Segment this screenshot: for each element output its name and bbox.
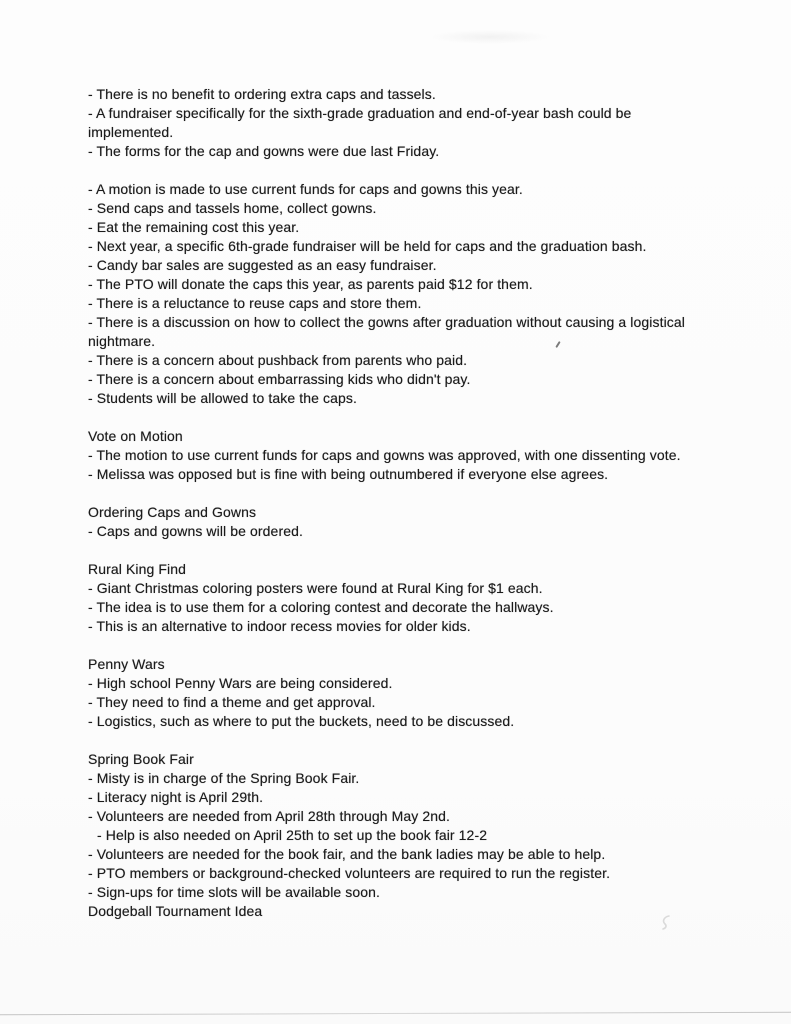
note-line: - Help is also needed on April 25th to set up the book fair 12-2 [97, 827, 488, 843]
note-line: - A motion is made to use current funds for caps and gowns this year. [88, 181, 523, 197]
note-line: - The PTO will donate the caps this year, as parents paid $12 for them. [88, 276, 533, 292]
section-heading: Dodgeball Tournament Idea [88, 903, 263, 919]
note-line: - Caps and gowns will be ordered. [88, 523, 303, 539]
note-section [88, 427, 710, 484]
section-heading: Ordering Caps and Gowns [88, 504, 257, 520]
document-text [88, 85, 710, 921]
note-line: - They need to find a theme and get approval. [88, 694, 376, 710]
note-line: - Melissa was opposed but is fine with being outnumbered if everyone else agrees. [88, 466, 609, 482]
note-line: - Sign-ups for time slots will be available soon. [88, 884, 381, 900]
note-line: - A fundraiser specifically for the sixth-grade graduation and end-of-year bash could be implemented. [88, 105, 632, 140]
note-line: - Send caps and tassels home, collect gowns. [88, 200, 377, 216]
note-line: - There is no benefit to ordering extra caps and tassels. [88, 86, 436, 102]
note-line: - Volunteers are needed for the book fair, and the bank ladies may be able to help. [88, 846, 606, 862]
note-line: - Giant Christmas coloring posters were found at Rural King for $1 each. [88, 580, 543, 596]
section-heading: Rural King Find [88, 561, 186, 577]
note-line: - There is a concern about embarrassing kids who didn't pay. [88, 371, 471, 387]
note-line: - Candy bar sales are suggested as an easy fundraiser. [88, 257, 437, 273]
note-line: - Misty is in charge of the Spring Book Fair. [88, 770, 360, 786]
note-line: - The motion to use current funds for caps and gowns was approved, with one dissenting vote. [88, 447, 681, 463]
note-section [88, 902, 710, 921]
scan-smudge-mark [656, 913, 676, 933]
scan-smudge-artifact [430, 30, 550, 44]
note-line: - The idea is to use them for a coloring contest and decorate the hallways. [88, 599, 554, 615]
note-line: - Volunteers are needed from April 28th through May 2nd. [88, 808, 451, 824]
note-line: - Next year, a specific 6th-grade fundraiser will be held for caps and the graduation bash. [88, 238, 647, 254]
note-line: - This is an alternative to indoor recess movies for older kids. [88, 618, 471, 634]
note-line: - PTO members or background-checked volunteers are required to run the register. [88, 865, 611, 881]
note-section [88, 750, 710, 902]
section-heading: Spring Book Fair [88, 751, 194, 767]
note-line: - Literacy night is April 29th. [88, 789, 264, 805]
note-section [88, 85, 710, 161]
page-bottom-edge [0, 1012, 791, 1016]
note-line: - Logistics, such as where to put the buckets, need to be discussed. [88, 713, 515, 729]
note-section [88, 180, 710, 408]
note-line: - There is a discussion on how to collect the gowns after graduation without causing a logistical nightmare. [88, 314, 685, 349]
section-heading: Vote on Motion [88, 428, 183, 444]
note-line: - Students will be allowed to take the caps. [88, 390, 357, 406]
section-heading: Penny Wars [88, 656, 165, 672]
note-section [88, 560, 710, 636]
note-line: - The forms for the cap and gowns were due last Friday. [88, 143, 440, 159]
note-line: - There is a concern about pushback from parents who paid. [88, 352, 468, 368]
note-line: - High school Penny Wars are being considered. [88, 675, 393, 691]
note-line: - Eat the remaining cost this year. [88, 219, 300, 235]
note-line: - There is a reluctance to reuse caps and store them. [88, 295, 422, 311]
note-section [88, 503, 710, 541]
note-section [88, 655, 710, 731]
